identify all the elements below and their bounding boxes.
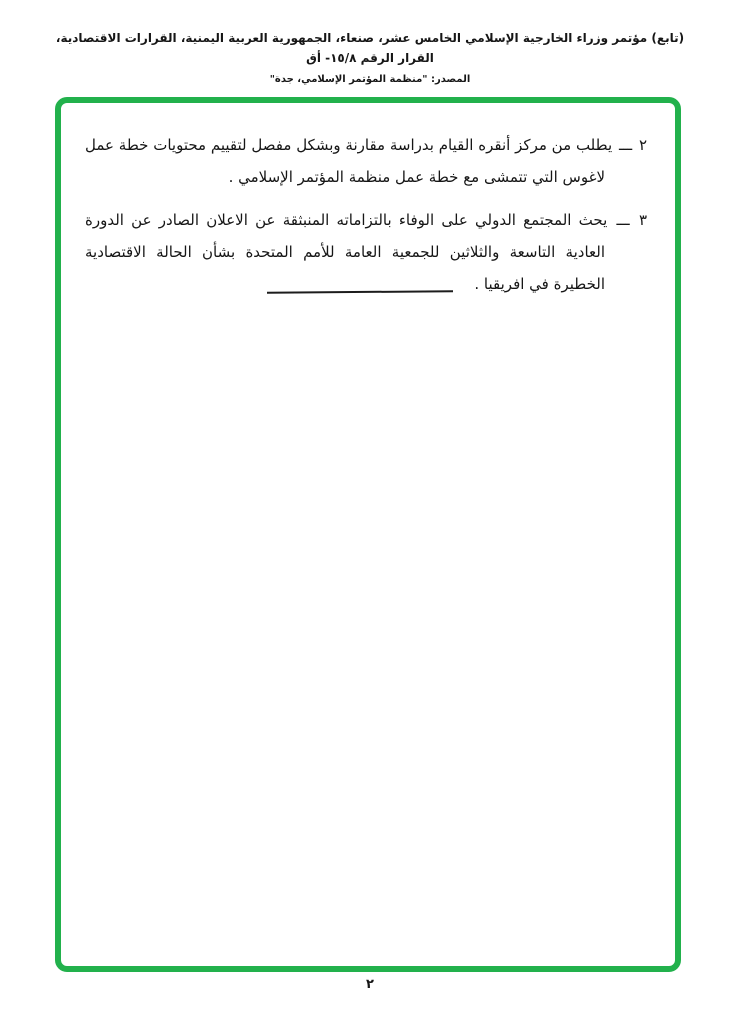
header-source-line: المصدر: "منظمة المؤتمر الإسلامي، جدة" xyxy=(269,73,471,85)
item-text: يحث المجتمع الدولي على الوفاء بالتزاماته المنبثقة عن الاعلان الصادر عن الدورة العادية التاسعة والثلاثين للجمعية العامة للأمم المتحدة بشأن الحالة الاقتصادية الخطيرة في افريقيا . xyxy=(85,210,608,293)
page-number: ٢ xyxy=(366,977,374,992)
header-title-line: (تابع) مؤتمر وزراء الخارجية الإسلامي الخامس عشر، صنعاء، الجمهورية العربية اليمنية، القرارات الاقتصادية، القرار الرقم ١٥/٨- أق xyxy=(55,31,685,66)
resolution-item-3 xyxy=(85,204,647,301)
item-number: ٣ xyxy=(638,210,647,229)
resolution-item-2 xyxy=(85,129,647,194)
document-body xyxy=(61,103,675,310)
item-dash: ـــ xyxy=(618,136,633,154)
item-dash: ـــ xyxy=(616,210,630,229)
document-header xyxy=(0,28,740,85)
item-text: يطلب من مركز أنقره القيام بدراسة مقارنة وبشكل مفصل لتقييم محتويات خطة عمل لاغوس التي تتمشى مع خطة عمل منظمة المؤتمر الإسلامي . xyxy=(85,136,613,187)
item-number: ٢ xyxy=(638,136,647,154)
